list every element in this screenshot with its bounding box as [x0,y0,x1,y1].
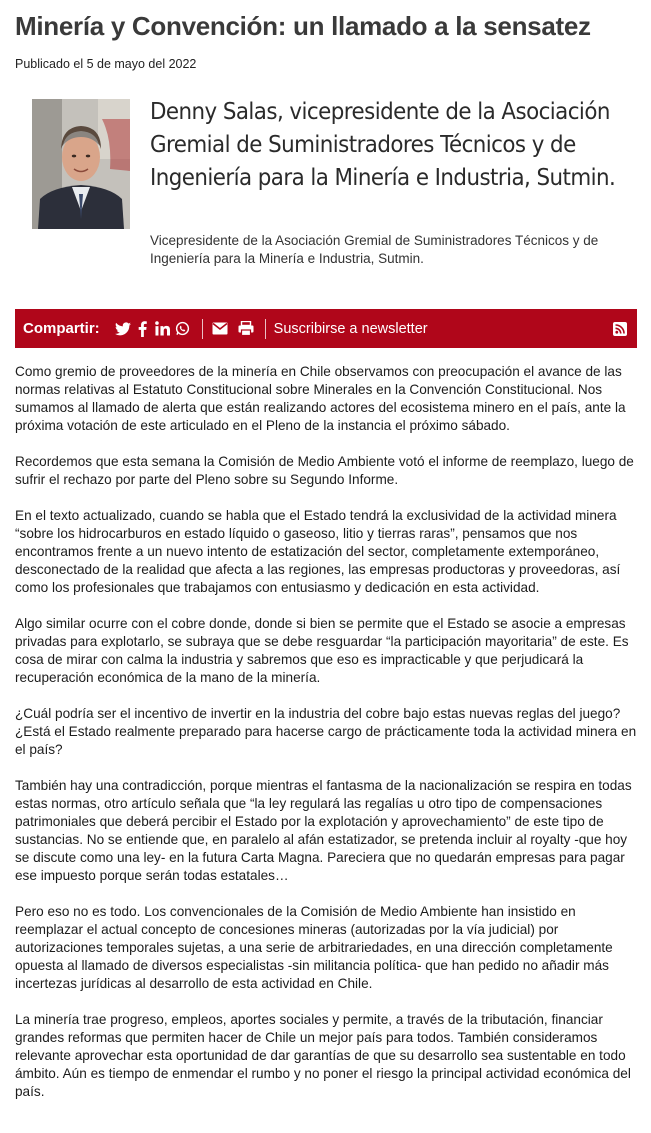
article-title: Minería y Convención: un llamado a la sensatez [15,11,591,41]
newsletter-link[interactable]: Suscribirse a newsletter [273,320,428,337]
publish-date: Publicado el 5 de mayo del 2022 [15,57,197,71]
twitter-icon[interactable] [114,320,132,338]
whatsapp-icon[interactable] [174,320,192,338]
email-icon[interactable] [211,320,229,338]
facebook-icon[interactable] [134,320,152,338]
author-description: Vicepresidente de la Asociación Gremial de Suministradores Técnicos y de Ingeniería para la Minería e Industria, Sutmin. [150,233,599,266]
paragraph: Pero eso no es todo. Los convencionales de la Comisión de Medio Ambiente han insistido en reemplazar el actual concepto de concesiones mineras (autorizadas por la vía judicial) por autorizaciones temporales sujetas, a una serie de arbitrariedades, en una dirección completamente opuesta al llamado de diversos especialistas -sin militancia política- que han pedido no añadir más incertezas jurídicas al desarrollo de esta actividad en Chile. [15,904,613,991]
paragraph: La minería trae progreso, empleos, aportes sociales y permite, a través de la tributación, financiar grandes reformas que permiten hacer de Chile un mejor país para todos. También consideramos relevante aprovechar esta oportunidad de dar garantías de que su desarrollo sea sustentable en todo ámbito. Aún es tiempo de enmendar el rumbo y no poner el riesgo la principal actividad económica del país. [15,1012,631,1099]
share-label: Compartir: [23,320,100,337]
author-name: Denny Salas, vicepresidente de la Asociación Gremial de Suministradores Técnicos y de Ingeniería para la Minería e Industria, Sutmin. [150,99,616,191]
article-body [15,363,640,1119]
paragraph: Algo similar ocurre con el cobre donde, donde si bien se permite que el Estado se asocie a empresas privadas para explotarlo, se subraya que se debe resguardar “la participación mayoritaria” de este. Es cosa de mirar con calma la industria y sabremos que eso es impracticable y que perjudicará la recuperación económica de la mano de la minería. [15,616,629,685]
share-bar [15,309,637,348]
paragraph: Como gremio de proveedores de la minería en Chile observamos con preocupación el avance de las normas relativas al Estatuto Constitucional sobre Minerales en la Convención Constitucional. Nos sumamos al llamado de alerta que están realizando actores del ecosistema minero en el país, ante la próxima votación de este articulado en el Pleno de la instancia el próximo sábado. [15,364,626,433]
rss-icon[interactable] [611,320,629,338]
divider [265,319,266,339]
paragraph: Recordemos que esta semana la Comisión de Medio Ambiente votó el informe de reemplazo, luego de sufrir el rechazo por parte del Pleno sobre su Segundo Informe. [15,454,634,487]
linkedin-icon[interactable] [154,320,172,338]
divider [202,319,203,339]
paragraph: También hay una contradicción, porque mientras el fantasma de la nacionalización se respira en todas estas normas, otro artículo señala que “la ley regulará las regalías u otro tipo de compensaciones patrimoniales que deberá percibir el Estado por la explotación y aprovechamiento” de este tipo de sustancias. No se entiende que, en paralelo al afán estatizador, se pretenda incluir al royalty -que hoy se discute como una ley- en la futura Carta Magna. Pareciera que no quedarán empresas para pagar ese impuesto porque serán todas estatales… [15,778,632,883]
paragraph: ¿Cuál podría ser el incentivo de invertir en la industria del cobre bajo estas nuevas reglas del juego? ¿Está el Estado realmente preparado para hacerse cargo de prácticamente toda la actividad minera en el país? [15,706,637,757]
author-photo [32,99,130,229]
paragraph: En el texto actualizado, cuando se habla que el Estado tendrá la exclusividad de la actividad minera “sobre los hidrocarburos en estado líquido o gaseoso, litio y tierras raras”, pensamos que nos encontramos frente a un nuevo intento de estatización del sector, completamente extemporáneo, desconectado de la realidad que afecta a las regiones, las empresas productoras y proveedoras, así como los profesionales que trabajamos con entusiasmo y dedicación en esta actividad. [15,508,621,595]
print-icon[interactable] [237,320,255,338]
